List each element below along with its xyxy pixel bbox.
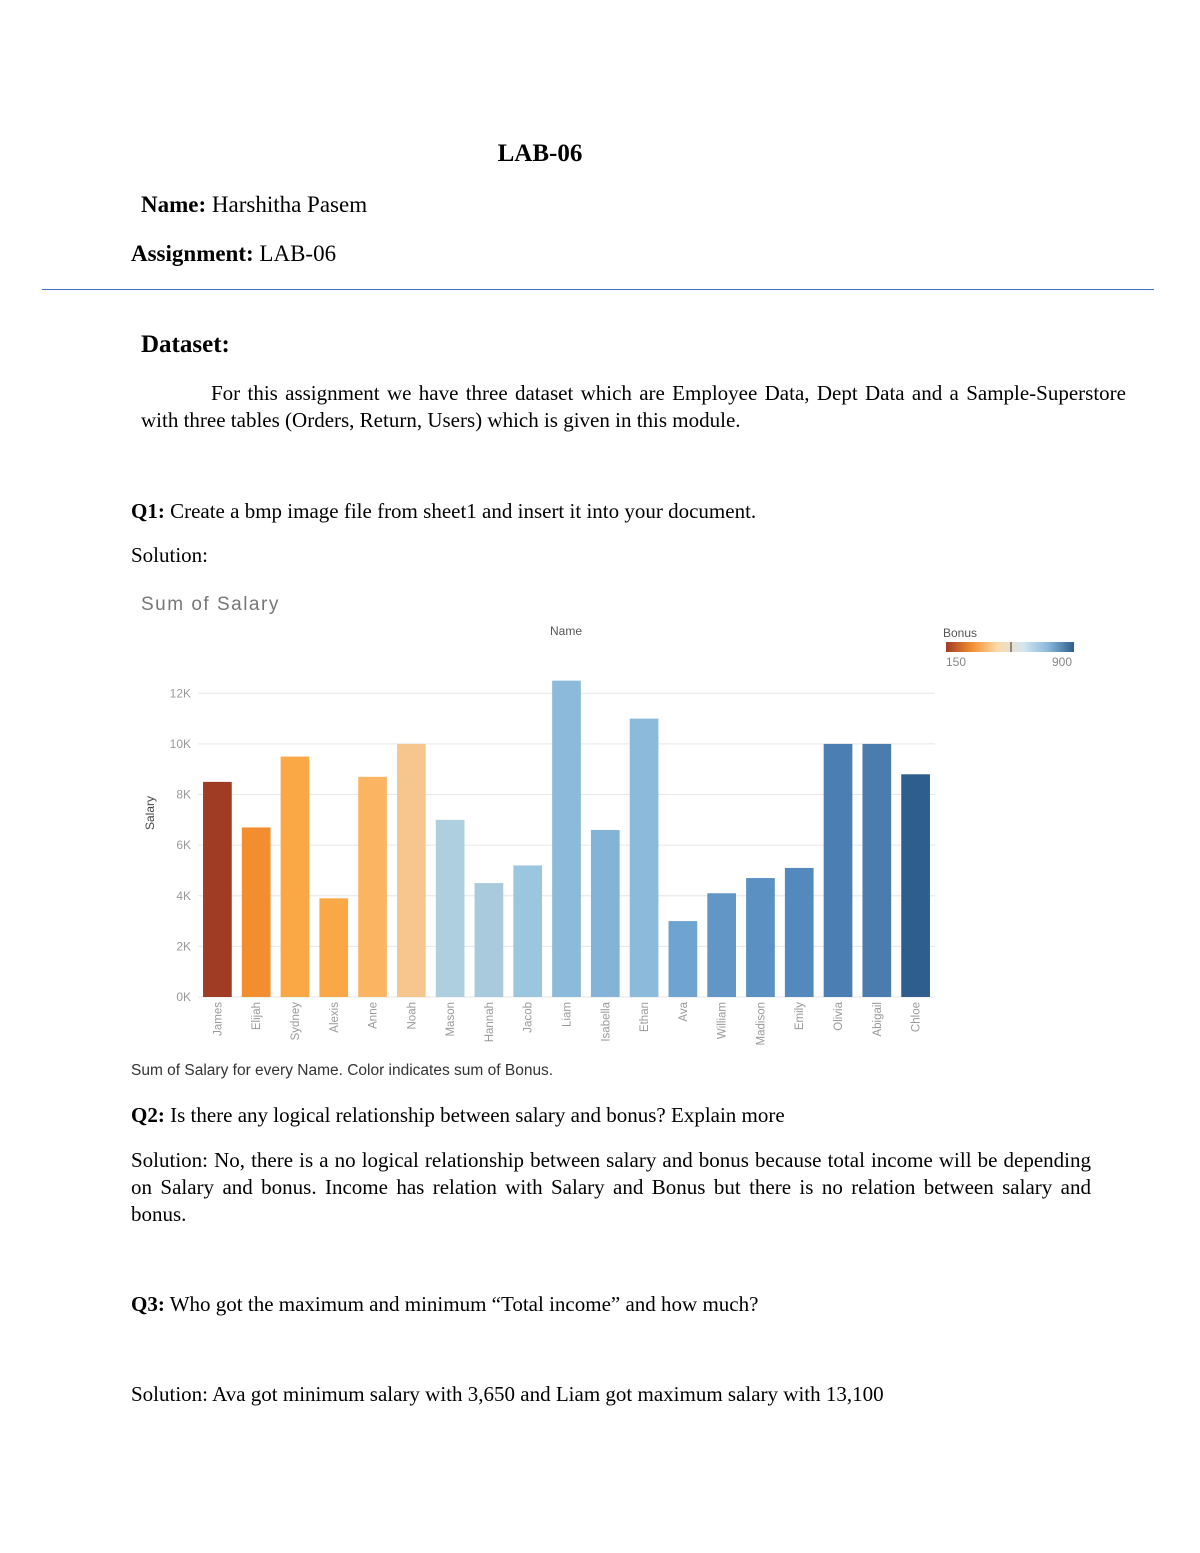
doc-title: LAB-06 [497,140,583,167]
y-tick-label: 4K [176,888,191,903]
bar-emily [785,868,814,997]
chart-title: Sum of Salary [141,594,280,615]
bar-chloe [901,774,930,997]
question-1-label: Q1: [131,499,165,523]
question-3-label: Q3: [131,1292,165,1316]
bar-jacob [513,865,542,997]
x-tick-label: Hannah [483,1002,496,1043]
legend-max-label: 900 [1051,655,1072,669]
bar-abigail [862,744,891,997]
bar-sydney [281,757,310,997]
name-value: Harshitha Pasem [211,192,368,217]
chart-x-axis-title: Name [549,624,583,638]
y-tick-label: 6K [176,838,191,853]
x-tick-label: Elijah [251,1002,264,1031]
bar-olivia [824,744,853,997]
bar-anne [358,777,387,997]
x-tick-label: Isabella [600,1002,613,1042]
bar-william [707,893,736,997]
y-tick-label: 2K [176,939,191,954]
bar-madison [746,878,775,997]
assignment-value: LAB-06 [259,241,337,266]
dataset-paragraph: For this assignment we have three dataset which are Employee Data, Dept Data and a Sample-Superstore with three tables (Orders, Return, Users) which is given in this module. [141,381,1126,432]
assignment-line [131,241,336,267]
bar-isabella [591,830,620,997]
bar-mason [436,820,465,997]
x-tick-label: Olivia [833,1002,846,1031]
x-tick-label: Anne [367,1002,380,1029]
chart-y-axis [170,686,191,1004]
question-3-solution: Solution: Ava got minimum salary with 3,650 and Liam got maximum salary with 13,100 [131,1382,884,1406]
header-divider [42,289,1154,290]
legend-title: Bonus [943,626,978,640]
question-2-text: Is there any logical relationship between salary and bonus? Explain more [170,1103,785,1127]
chart-bars [203,681,930,997]
x-tick-label: James [212,1002,225,1036]
chart-caption: Sum of Salary for every Name. Color indicates sum of Bonus. [131,1062,554,1079]
question-3-text: Who got the maximum and minimum “Total income” and how much? [169,1292,759,1316]
bar-hannah [475,883,504,997]
name-line [141,192,367,218]
x-tick-label: Jacob [522,1002,535,1033]
x-tick-label: Sydney [289,1002,302,1041]
x-tick-label: Chloe [910,1002,923,1033]
x-tick-label: Mason [445,1002,458,1037]
question-1 [131,498,756,525]
x-tick-label: Emily [794,1002,807,1031]
x-tick-label: Liam [561,1002,574,1027]
dataset-heading: Dataset: [141,331,230,358]
chart-x-axis [212,1001,922,1045]
question-1-solution: Solution: [131,543,209,567]
legend-min-label: 150 [946,655,967,669]
name-label: Name: [141,192,207,217]
bar-noah [397,744,426,997]
chart-y-axis-title: Salary [143,795,157,831]
assignment-label: Assignment: [131,241,254,266]
question-2 [131,1102,785,1129]
x-tick-label: Alexis [328,1002,341,1033]
bar-ethan [630,719,659,997]
y-tick-label: 0K [176,990,191,1004]
bar-alexis [319,898,348,997]
y-tick-label: 8K [176,787,191,802]
question-2-label: Q2: [131,1103,165,1127]
bar-ava [669,921,698,997]
x-tick-label: William [716,1002,729,1040]
x-tick-label: Ava [677,1002,690,1022]
salary-bar-chart [0,585,1200,1060]
bar-elijah [242,827,271,997]
question-3 [131,1291,758,1318]
x-tick-label: Madison [755,1002,768,1046]
x-tick-label: Abigail [871,1002,884,1037]
legend-gradient-bar [946,642,1074,652]
x-tick-label: Noah [406,1002,419,1030]
x-tick-label: Ethan [639,1002,652,1033]
chart-legend [943,626,1074,669]
question-1-text: Create a bmp image file from sheet1 and insert it into your document. [170,499,757,523]
y-tick-label: 12K [169,686,191,701]
bar-james [203,782,232,997]
y-tick-label: 10K [169,736,191,751]
question-2-solution: Solution: No, there is a no logical relationship between salary and bonus because total income will be depending on Salary and bonus. Income has relation with Salary and Bonus but there is no relation between salary and bonus. [131,1148,1091,1226]
bar-liam [552,681,581,997]
